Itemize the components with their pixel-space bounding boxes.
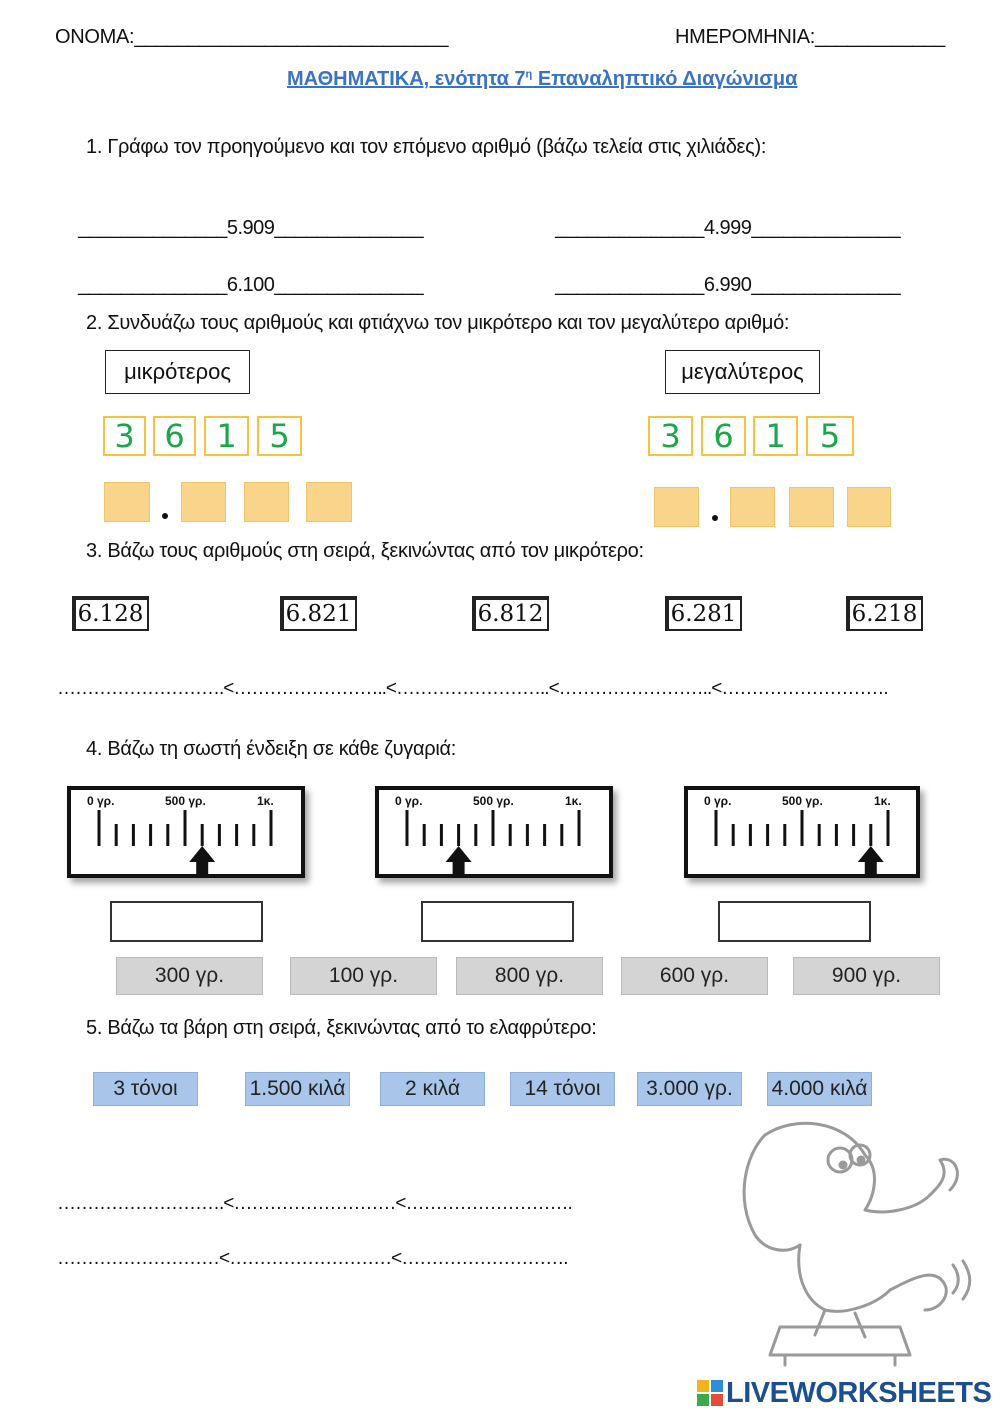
scale-label-kilo: 1κ. bbox=[257, 794, 274, 808]
number-card[interactable]: 6.281 bbox=[665, 596, 742, 631]
title-rest: Επαναληπτικό Διαγώνισμα bbox=[532, 68, 798, 90]
weight-card[interactable]: 1.500 κιλά bbox=[245, 1072, 350, 1106]
answer-slot[interactable] bbox=[847, 487, 891, 527]
q1-blank-prev-3[interactable]: ______________ bbox=[78, 274, 227, 296]
scale-2 bbox=[375, 786, 613, 878]
scale-label-zero: 0 γρ. bbox=[395, 794, 423, 808]
q5-answer-line-2[interactable]: ………………………<………………………<………………………. bbox=[57, 1248, 568, 1269]
scale-3-answer-box[interactable] bbox=[718, 901, 871, 942]
scale-1-answer-box[interactable] bbox=[110, 901, 263, 942]
q1-blank-prev-2[interactable]: ______________ bbox=[555, 217, 704, 239]
weight-card[interactable]: 3 τόνοι bbox=[93, 1072, 198, 1106]
tick-marks bbox=[99, 810, 271, 846]
name-field-label: ΟΝΟΜΑ:_____________________________ bbox=[55, 26, 449, 48]
thousands-dot bbox=[712, 515, 718, 521]
q1-blank-next-4[interactable]: ______________ bbox=[751, 274, 901, 296]
question-1-text: 1. Γράφω τον προηγούμενο και τον επόμενο αριθμό (βάζω τελεία στις χιλιάδες): bbox=[86, 136, 767, 158]
scale-ticks bbox=[688, 790, 916, 874]
q1-blank-prev-4[interactable]: ______________ bbox=[555, 274, 704, 296]
digit-tile[interactable]: 3 bbox=[103, 416, 146, 456]
pointer-arrow-icon bbox=[446, 846, 472, 874]
q1-blank-prev-1[interactable]: ______________ bbox=[78, 217, 227, 239]
pointer-arrow-icon bbox=[858, 846, 884, 874]
q3-answer-line[interactable]: ……………………….<……………………..<……………………..<……………………..<………………………. bbox=[57, 678, 888, 699]
liveworksheets-logo-icon bbox=[697, 1380, 723, 1406]
question-5-text: 5. Βάζω τα βάρη στη σειρά, ξεκινώντας από το ελαφρύτερο: bbox=[86, 1017, 597, 1039]
digit-tile[interactable]: 1 bbox=[753, 416, 798, 456]
number-card[interactable]: 6.812 bbox=[472, 596, 549, 631]
number-card[interactable]: 6.821 bbox=[280, 596, 357, 631]
tick-marks bbox=[407, 810, 579, 846]
answer-slot[interactable] bbox=[654, 487, 699, 527]
scale-2-answer-box[interactable] bbox=[421, 901, 574, 942]
smaller-label-box: μικρότερος bbox=[105, 350, 250, 394]
thousands-dot bbox=[162, 513, 168, 519]
scale-label-half: 500 γρ. bbox=[473, 794, 514, 808]
number-card[interactable]: 6.128 bbox=[72, 596, 149, 631]
scale-label-zero: 0 γρ. bbox=[87, 794, 115, 808]
question-2-text: 2. Συνδυάζω τους αριθμούς και φτιάχνω τον μικρότερο και τον μεγαλύτερο αριθμό: bbox=[86, 312, 790, 334]
brand-name: LIVEWORKSHEETS bbox=[726, 1376, 992, 1409]
q1-number-2: 4.999 bbox=[703, 217, 752, 239]
scale-label-half: 500 γρ. bbox=[782, 794, 823, 808]
answer-slot[interactable] bbox=[244, 482, 289, 522]
weight-option[interactable]: 600 γρ. bbox=[621, 957, 768, 995]
title-main: ΜΑΘΗΜΑΤΙΚΑ, ενότητα 7 bbox=[287, 68, 526, 90]
scale-3 bbox=[684, 786, 920, 878]
larger-label-box: μεγαλύτερος bbox=[665, 350, 820, 394]
title-sup: η bbox=[525, 68, 533, 81]
digit-tile[interactable]: 6 bbox=[153, 416, 196, 456]
weight-card[interactable]: 14 τόνοι bbox=[510, 1072, 615, 1106]
digit-tile[interactable]: 6 bbox=[701, 416, 746, 456]
scale-label-kilo: 1κ. bbox=[874, 794, 891, 808]
answer-slot[interactable] bbox=[104, 482, 150, 522]
q1-blank-next-2[interactable]: ______________ bbox=[751, 217, 901, 239]
scale-ticks bbox=[71, 790, 301, 874]
tick-marks bbox=[716, 810, 888, 846]
question-4-text: 4. Βάζω τη σωστή ένδειξη σε κάθε ζυγαριά: bbox=[86, 738, 456, 760]
digit-tile[interactable]: 5 bbox=[257, 416, 302, 456]
q5-answer-line-1[interactable]: ……………………….<………………………<………………………. bbox=[57, 1193, 572, 1214]
number-card[interactable]: 6.218 bbox=[846, 596, 923, 631]
weight-option[interactable]: 100 γρ. bbox=[290, 957, 437, 995]
weight-option[interactable]: 900 γρ. bbox=[793, 957, 940, 995]
digit-tile[interactable]: 3 bbox=[648, 416, 693, 456]
elephant-on-scale-icon bbox=[725, 1115, 975, 1370]
q1-row bbox=[68, 251, 423, 297]
weight-card[interactable]: 2 κιλά bbox=[380, 1072, 485, 1106]
weight-option[interactable]: 300 γρ. bbox=[116, 957, 263, 995]
weight-card[interactable]: 3.000 γρ. bbox=[637, 1072, 742, 1106]
weight-option[interactable]: 800 γρ. bbox=[456, 957, 603, 995]
scale-label-half: 500 γρ. bbox=[165, 794, 206, 808]
answer-slot[interactable] bbox=[730, 487, 775, 527]
answer-slot[interactable] bbox=[181, 482, 226, 522]
digit-tile[interactable]: 1 bbox=[204, 416, 249, 456]
worksheet-title bbox=[287, 68, 797, 91]
pointer-arrow-icon bbox=[189, 846, 215, 874]
scale-label-zero: 0 γρ. bbox=[704, 794, 732, 808]
q1-blank-next-3[interactable]: ______________ bbox=[274, 274, 424, 296]
answer-slot[interactable] bbox=[306, 482, 352, 522]
scale-label-kilo: 1κ. bbox=[565, 794, 582, 808]
digit-tile[interactable]: 5 bbox=[806, 416, 854, 456]
q1-row bbox=[545, 251, 900, 297]
q1-row bbox=[545, 194, 900, 240]
weight-card[interactable]: 4.000 κιλά bbox=[767, 1072, 872, 1106]
footer-brand bbox=[697, 1375, 993, 1411]
date-field-label: ΗΜΕΡΟΜΗΝΙΑ:____________ bbox=[675, 26, 945, 48]
scale-1 bbox=[67, 786, 305, 878]
q1-number-3: 6.100 bbox=[226, 274, 275, 296]
question-3-text: 3. Βάζω τους αριθμούς στη σειρά, ξεκινώντας από τον μικρότερο: bbox=[86, 540, 644, 562]
q1-blank-next-1[interactable]: ______________ bbox=[274, 217, 424, 239]
q1-number-1: 5.909 bbox=[226, 217, 275, 239]
q1-row bbox=[68, 194, 423, 240]
q1-number-4: 6.990 bbox=[703, 274, 752, 296]
scale-ticks bbox=[379, 790, 609, 874]
answer-slot[interactable] bbox=[789, 487, 834, 527]
